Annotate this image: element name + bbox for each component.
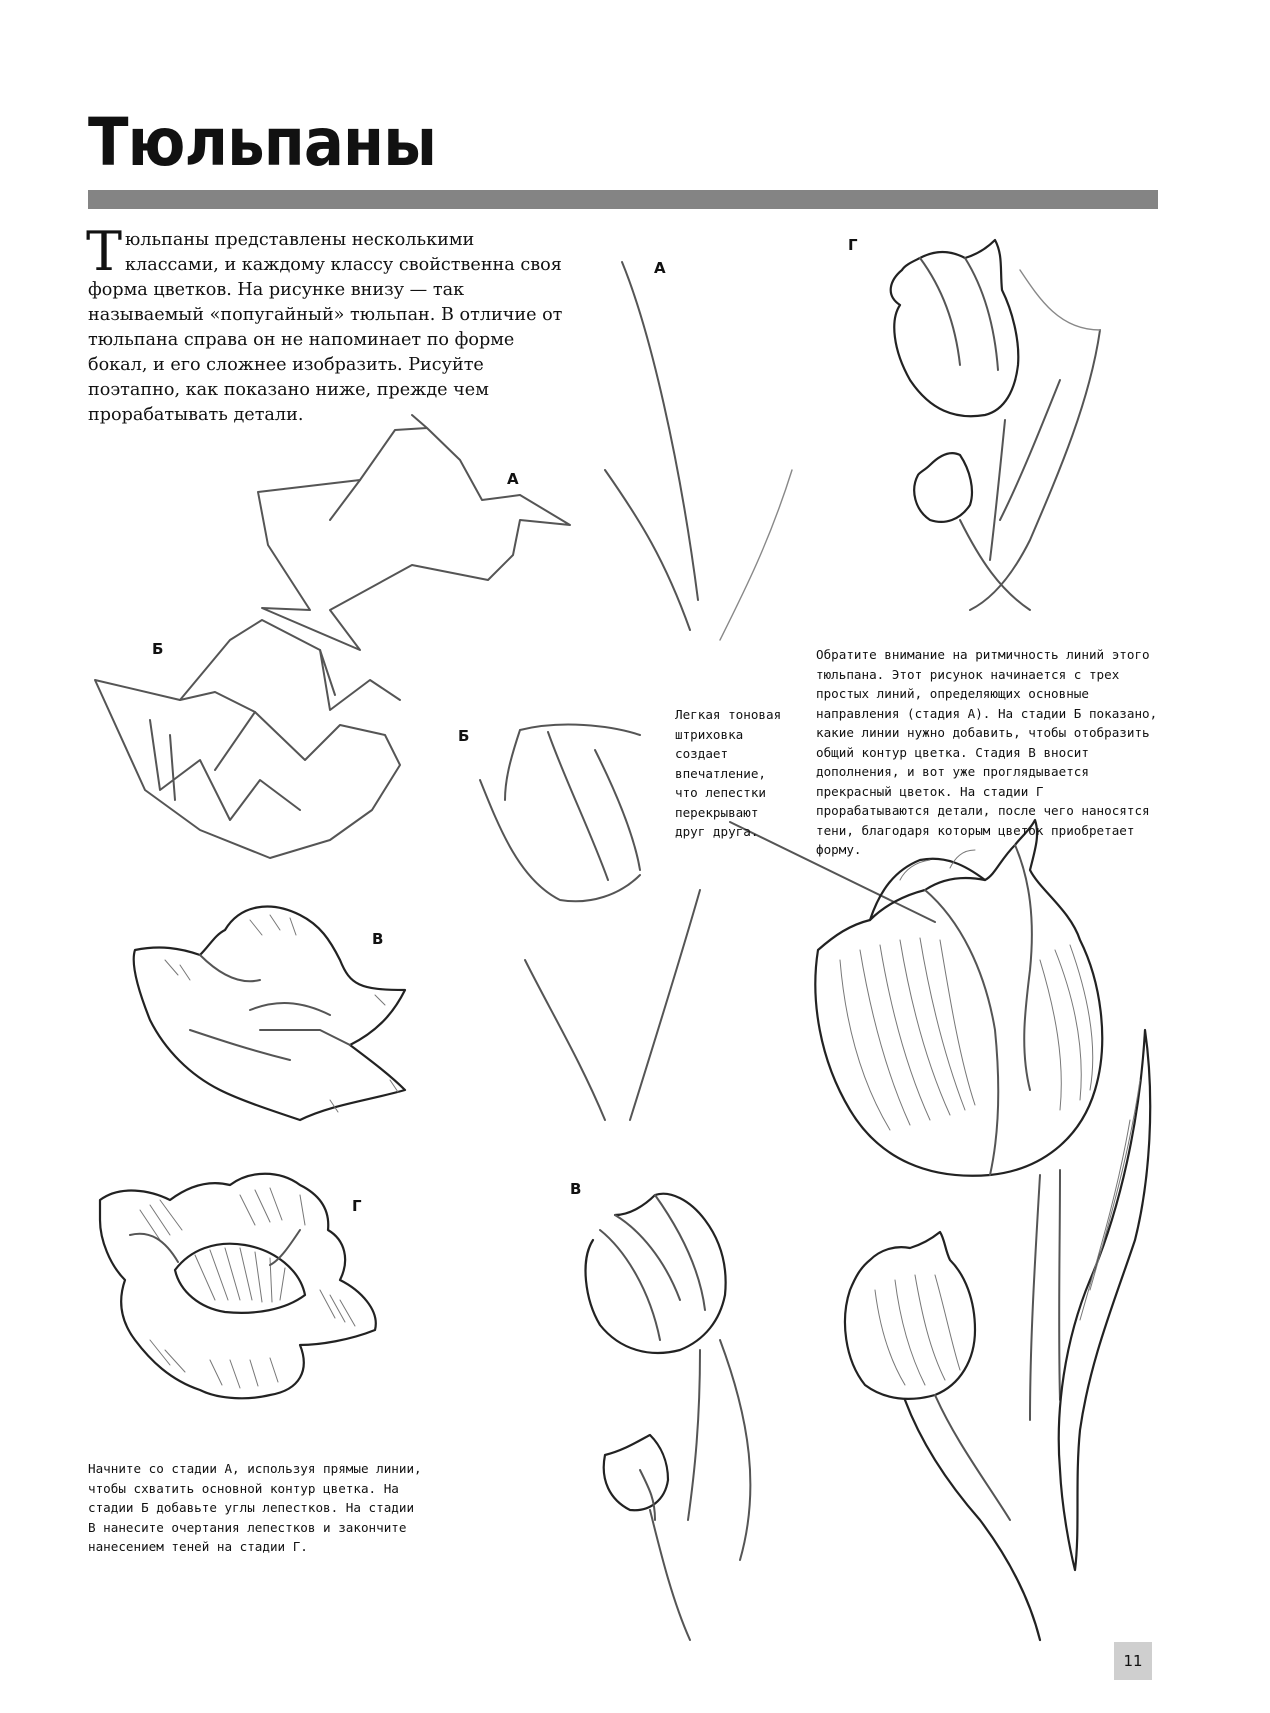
parrot-tulip-stage-c-drawing: [134, 907, 405, 1120]
tulip-stage-d-drawing: [891, 240, 1100, 610]
intro-dropcap: Т: [86, 220, 123, 283]
parrot-tulip-stage-d-drawing: [100, 1174, 376, 1399]
stage-label-tulip-c: В: [570, 1180, 582, 1198]
page-title: Тюльпаны: [88, 104, 437, 181]
stage-label-tulip-d: Г: [848, 236, 858, 254]
tulip-stage-c-drawing: [586, 1194, 751, 1640]
tulip-stage-a-drawing: [605, 262, 792, 640]
page-number: 11: [1114, 1642, 1152, 1680]
stage-label-parrot-a: А: [507, 470, 519, 488]
note-parrot-tulip: Начните со стадии А, используя прямые линии, чтобы схватить основной контур цветка. На стадии Б добавьте углы лепестков. На стадии В нанесите очертания лепестков и закончите нанесением теней на стадии Г.: [88, 1461, 422, 1554]
stage-label-tulip-a: А: [654, 259, 666, 277]
parrot-tulip-stage-b-drawing: [95, 620, 400, 858]
intro-text: юльпаны представлены несколькими классами, и каждому классу свойственна своя форма цветков. На рисунке внизу — так называемый «попугайный» тюльпан. В отличие от тюльпана справа он не напоминает по форме бокал, и его сложнее изобразить. Рисуйте поэтапно, как показано ниже, прежде чем прорабатывать детали.: [88, 230, 563, 425]
stage-label-tulip-b: Б: [458, 727, 470, 745]
note-light-shading: Легкая тоновая штриховка создает впечатление, что лепестки перекрывают друг друга.: [675, 707, 782, 839]
stage-label-parrot-d: Г: [352, 1197, 362, 1215]
stage-label-parrot-b: Б: [152, 640, 164, 658]
parrot-tulip-stage-a-drawing: [258, 415, 570, 650]
tulip-stage-b-drawing: [480, 725, 700, 1120]
stage-label-parrot-c: В: [372, 930, 384, 948]
detailed-tulip-drawing: [815, 820, 1150, 1640]
note-tulip-rhythm: Обратите внимание на ритмичность линий этого тюльпана. Этот рисунок начинается с трех простых линий, определяющих основные направления (стадия А). На стадии Б показано, какие линии нужно добавить, чтобы отобразить общий контур цветка. Стадия В вносит дополнения, и вот уже проглядывается прекрасный цветок. На стадии Г прорабатываются детали, после чего наносятся тени, благодаря которым цветок приобретает форму.: [816, 647, 1158, 857]
